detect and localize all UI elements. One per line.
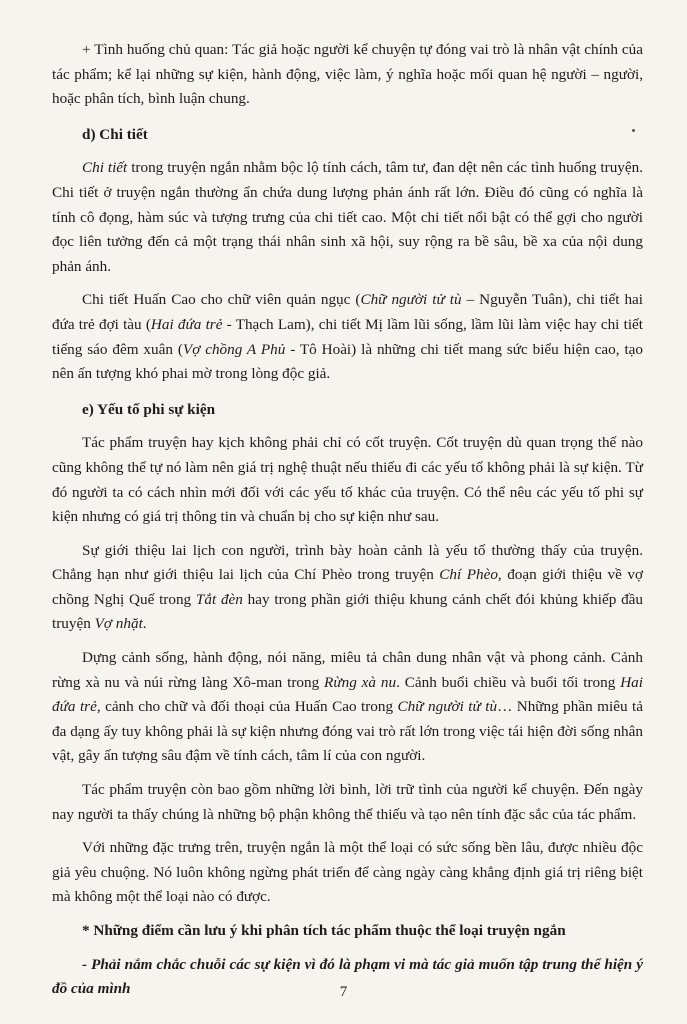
term-detail: Chi tiết (82, 159, 128, 177)
note-heading: * Những điểm cần lưu ý khi phân tích tác phẩm thuộc thể loại truyện ngắn (82, 922, 566, 939)
section-heading-non-event: e) Yếu tố phi sự kiện (82, 400, 216, 418)
text-run: - Tô Hoài) là những chi tiết mang sức biểu hiện cao, tạo nên ấn tượng khó phai mờ trong lòng độc giả. (52, 340, 643, 383)
note-item: - Phải nắm chắc chuỗi các sự kiện vì đó là phạm vi mà tác giả muốn tập trung thể hiện ý đồ của mình (52, 955, 643, 998)
text-run: . (142, 615, 147, 633)
work-title: Vợ chồng A Phủ (182, 340, 286, 358)
paragraph-conclusion: Với những đặc trưng trên, truyện ngắn là một thể loại có sức sống bền lâu, được nhiều độc giả yêu chuộng. Nó luôn không ngừng phát triển để càng ngày càng khẳng định giá trị riêng biệt mà không một thể loại nào có được. (52, 839, 643, 906)
paragraph-non-event-elements: Tác phẩm truyện hay kịch không phải chỉ có cốt truyện. Cốt truyện dù quan trọng thế nào cũng không thể tự nó làm nên giá trị nghệ thuật nếu thiếu đi các yếu tố không phải là sự kiện. Từ đó người ta có cách nhìn mới đối với các yếu tố khác của truyện. Có thể nêu các yếu tố phi sự kiện nhưng có giá trị thông tin và chuẩn bị cho sự kiện như sau. (52, 434, 643, 526)
work-title: Vợ nhặt (94, 615, 143, 633)
paragraph-narrator-commentary: Tác phẩm truyện còn bao gồm những lời bình, lời trữ tình của người kể chuyện. Đến ngày nay người ta thấy chúng là những bộ phận không thể thiếu và tạo nên tính đặc sắc của tác phẩm. (52, 781, 643, 823)
paragraph-character-introduction (52, 539, 643, 637)
paragraph-subjective-situation: + Tình huống chủ quan: Tác giả hoặc người kể chuyện tự đóng vai trò là nhân vật chính của tác phẩm; kể lại những sự kiện, hành động, việc làm, ý nghĩa hoặc mối quan hệ người – người, hoặc phân tích, bình luận chung. (52, 41, 643, 108)
paragraph-detail-definition (52, 156, 643, 279)
text-run: Dựng cảnh sống, hành động, nói năng, miêu tả chân dung nhân vật và phong cảnh. Cảnh rừng xà nu và núi rừng làng Xô-man trong (52, 649, 643, 691)
text-run: . Cảnh buổi chiều và buổi tối trong (396, 673, 621, 691)
page-number: 7 (339, 984, 348, 1000)
work-title: Hai đứa trẻ (150, 315, 223, 333)
print-speck (632, 129, 635, 132)
detail-definition-text: trong truyện ngắn nhằm bộc lộ tính cách, tâm tư, đan dệt nên các tình huống truyện. Chi tiết ở truyện ngắn thường ẩn chứa dung lượng phản ánh rất lớn. Điều đó cũng có nghĩa là tính cô đọng, hàm súc và tượng trưng của chi tiết cao. Một chi tiết nổi bật có thể gợi cho người đọc liên tưởng đến cả một trạng thái nhân sinh xã hội, suy rộng ra bề sâu, bề xa của nội dung phản ánh. (52, 159, 644, 275)
paragraph-detail-examples (52, 288, 643, 386)
work-title: Chữ người tử tù (397, 698, 498, 716)
text-run: , đoạn giới thiệu về vợ chồng Nghị Quế trong (52, 566, 643, 608)
work-title: Chữ người tử tù (360, 291, 462, 309)
paragraph-scene-building (52, 646, 643, 769)
text-run: - Thạch Lam), chi tiết Mị lầm lũi sống, lầm lũi làm việc hay chi tiết tiếng sáo đêm xuân ( (52, 315, 643, 358)
section-heading-detail: d) Chi tiết (82, 125, 148, 143)
text-run: hay trong phần giới thiệu khung cảnh chết đói khủng khiếp đầu truyện (52, 590, 643, 633)
work-title: Hai đứa trẻ (52, 673, 643, 716)
text-run: – Nguyễn Tuân), chi tiết hai đứa trẻ đợi tàu ( (52, 291, 644, 333)
work-title: Tắt đèn (195, 590, 243, 608)
text-run: , cảnh cho chữ và đối thoại của Huấn Cao trong (96, 698, 398, 716)
text-run: Sự giới thiệu lai lịch con người, trình bày hoàn cảnh là yếu tố thường thấy của truyện. Chẳng hạn như giới thiệu lai lịch của Chí Phèo trong truyện (52, 541, 643, 584)
work-title: Chí Phèo (439, 566, 498, 584)
text-run: … Những phần miêu tả đa dạng ấy tuy không phải là sự kiện nhưng đóng vai trò rất lớn trong việc tái hiện đời sống nhân vật, gây ấn tượng sâu đậm về tính cách, tâm lí của con người. (52, 698, 643, 765)
text-run: Chi tiết Huấn Cao cho chữ viên quản ngục ( (82, 291, 361, 309)
work-title: Rừng xà nu (324, 673, 397, 691)
